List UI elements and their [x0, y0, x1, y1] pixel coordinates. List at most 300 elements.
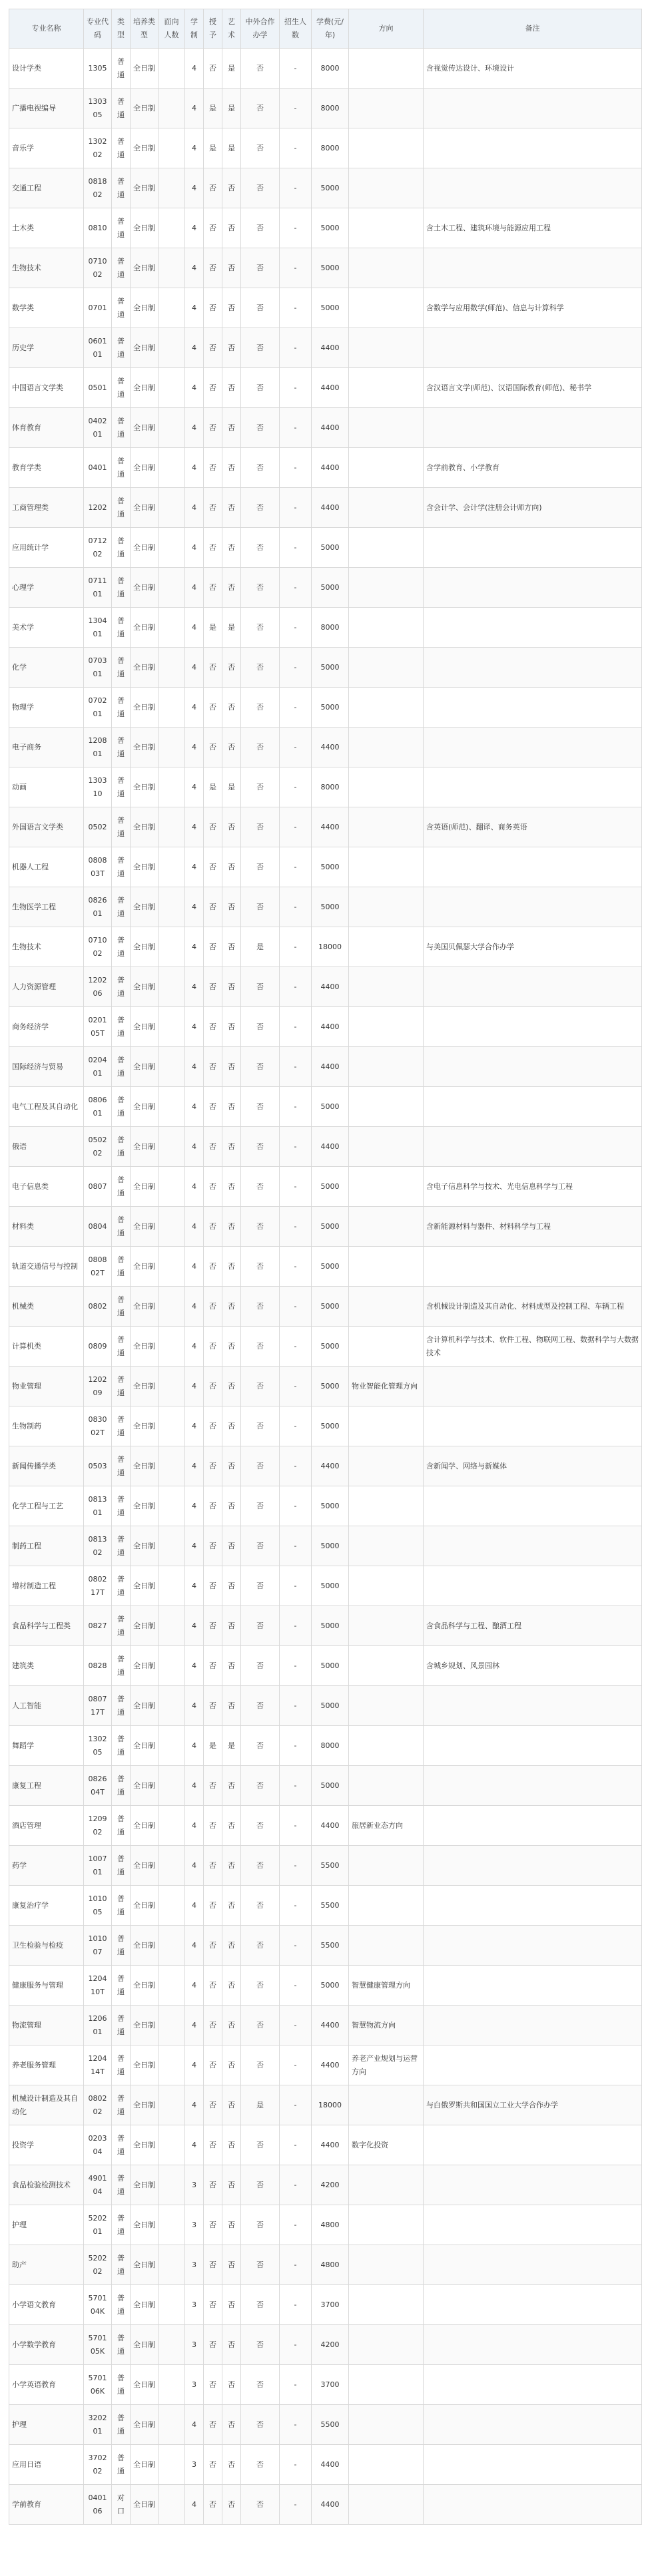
table-row	[9, 1566, 642, 1606]
cell-direction	[349, 2485, 424, 2525]
cell-joint-program: 否	[241, 887, 280, 927]
cell-degree: 是	[204, 89, 222, 128]
cell-quota: -	[280, 168, 312, 208]
cell-degree: 否	[204, 2165, 222, 2205]
cell-target-count	[159, 1526, 185, 1566]
cell-study-mode: 全日制	[131, 1526, 159, 1566]
cell-tuition: 4400	[312, 2485, 349, 2525]
cell-target-count	[159, 1367, 185, 1406]
cell-target-count	[159, 568, 185, 608]
cell-duration: 4	[185, 1327, 204, 1367]
table-row	[9, 568, 642, 608]
cell-remarks	[424, 2445, 642, 2485]
cell-study-mode: 全日制	[131, 2245, 159, 2285]
cell-degree: 否	[204, 2245, 222, 2285]
cell-study-mode: 全日制	[131, 1327, 159, 1367]
cell-category: 普通	[112, 1806, 131, 1846]
cell-art: 否	[222, 1446, 241, 1486]
cell-art: 否	[222, 2365, 241, 2405]
cell-tuition: 5500	[312, 2405, 349, 2445]
table-row	[9, 927, 642, 967]
cell-art: 否	[222, 1966, 241, 2006]
table-row	[9, 1606, 642, 1646]
cell-major-code: 0701	[84, 288, 112, 328]
cell-quota: -	[280, 1207, 312, 1247]
cell-study-mode: 全日制	[131, 488, 159, 528]
cell-quota: -	[280, 1926, 312, 1966]
cell-study-mode: 全日制	[131, 2485, 159, 2525]
cell-target-count	[159, 967, 185, 1007]
cell-joint-program: 否	[241, 2285, 280, 2325]
cell-major-code: 080802T	[84, 1247, 112, 1287]
cell-remarks	[424, 2045, 642, 2085]
cell-major-code: 570105K	[84, 2325, 112, 2365]
cell-major-name: 国际经济与贸易	[9, 1047, 84, 1087]
cell-tuition: 4400	[312, 368, 349, 408]
cell-study-mode: 全日制	[131, 1247, 159, 1287]
cell-direction: 智慧健康管理方向	[349, 1966, 424, 2006]
cell-duration: 4	[185, 887, 204, 927]
cell-tuition: 5000	[312, 1966, 349, 2006]
cell-major-name: 电子商务	[9, 728, 84, 767]
cell-remarks	[424, 528, 642, 568]
cell-degree: 否	[204, 2085, 222, 2125]
cell-joint-program: 否	[241, 688, 280, 728]
cell-direction	[349, 89, 424, 128]
cell-degree: 否	[204, 728, 222, 767]
cell-major-code: 020105T	[84, 1007, 112, 1047]
cell-joint-program: 否	[241, 288, 280, 328]
cell-target-count	[159, 168, 185, 208]
cell-category: 普通	[112, 1207, 131, 1247]
cell-category: 普通	[112, 1327, 131, 1367]
cell-direction	[349, 448, 424, 488]
cell-category: 普通	[112, 128, 131, 168]
column-header-target-count: 面向人数	[159, 9, 185, 49]
cell-remarks	[424, 2405, 642, 2445]
cell-quota: -	[280, 1646, 312, 1686]
cell-study-mode: 全日制	[131, 2325, 159, 2365]
cell-degree: 否	[204, 1686, 222, 1726]
cell-joint-program: 否	[241, 2205, 280, 2245]
cell-duration: 4	[185, 2125, 204, 2165]
table-row	[9, 1726, 642, 1766]
cell-joint-program: 否	[241, 168, 280, 208]
cell-major-code: 071101	[84, 568, 112, 608]
cell-art: 否	[222, 1087, 241, 1127]
cell-duration: 4	[185, 328, 204, 368]
cell-tuition: 5500	[312, 1926, 349, 1966]
cell-duration: 4	[185, 728, 204, 767]
cell-joint-program: 否	[241, 408, 280, 448]
table-row	[9, 1287, 642, 1327]
cell-duration: 4	[185, 1886, 204, 1926]
cell-quota: -	[280, 2445, 312, 2485]
cell-direction	[349, 1087, 424, 1127]
cell-major-code: 0827	[84, 1606, 112, 1646]
cell-joint-program: 否	[241, 1646, 280, 1686]
cell-remarks	[424, 328, 642, 368]
cell-duration: 4	[185, 1806, 204, 1846]
cell-target-count	[159, 408, 185, 448]
cell-art: 是	[222, 608, 241, 648]
cell-target-count	[159, 1646, 185, 1686]
cell-quota: -	[280, 1606, 312, 1646]
cell-tuition: 18000	[312, 927, 349, 967]
cell-duration: 4	[185, 1207, 204, 1247]
table-row	[9, 1846, 642, 1886]
cell-joint-program: 否	[241, 847, 280, 887]
cell-major-name: 应用统计学	[9, 528, 84, 568]
cell-tuition: 4400	[312, 408, 349, 448]
cell-category: 普通	[112, 288, 131, 328]
cell-tuition: 4800	[312, 2245, 349, 2285]
cell-target-count	[159, 1406, 185, 1446]
cell-major-name: 广播电视编导	[9, 89, 84, 128]
cell-art: 否	[222, 1167, 241, 1207]
cell-degree: 否	[204, 1087, 222, 1127]
cell-duration: 4	[185, 49, 204, 89]
cell-target-count	[159, 1047, 185, 1087]
cell-quota: -	[280, 488, 312, 528]
cell-direction	[349, 1446, 424, 1486]
cell-study-mode: 全日制	[131, 2045, 159, 2085]
cell-target-count	[159, 1486, 185, 1526]
cell-major-name: 人工智能	[9, 1686, 84, 1726]
cell-art: 否	[222, 728, 241, 767]
cell-direction	[349, 608, 424, 648]
table-row	[9, 49, 642, 89]
cell-remarks	[424, 887, 642, 927]
cell-major-code: 040201	[84, 408, 112, 448]
cell-art: 否	[222, 208, 241, 248]
cell-art: 否	[222, 1766, 241, 1806]
cell-duration: 4	[185, 967, 204, 1007]
cell-major-code: 120209	[84, 1367, 112, 1406]
cell-target-count	[159, 927, 185, 967]
cell-tuition: 5000	[312, 1686, 349, 1726]
cell-joint-program: 否	[241, 1446, 280, 1486]
cell-direction	[349, 408, 424, 448]
cell-joint-program: 否	[241, 248, 280, 288]
cell-study-mode: 全日制	[131, 2405, 159, 2445]
cell-target-count	[159, 1806, 185, 1846]
cell-target-count	[159, 688, 185, 728]
cell-remarks	[424, 1087, 642, 1127]
cell-degree: 否	[204, 2445, 222, 2485]
cell-target-count	[159, 2045, 185, 2085]
cell-direction	[349, 49, 424, 89]
cell-category: 普通	[112, 887, 131, 927]
cell-major-name: 小学语文教育	[9, 2285, 84, 2325]
cell-quota: -	[280, 89, 312, 128]
cell-art: 否	[222, 1606, 241, 1646]
cell-joint-program: 否	[241, 1526, 280, 1566]
cell-study-mode: 全日制	[131, 1287, 159, 1327]
cell-major-name: 人力资源管理	[9, 967, 84, 1007]
table-row	[9, 2085, 642, 2125]
table-body	[9, 49, 642, 2525]
cell-study-mode: 全日制	[131, 767, 159, 807]
cell-remarks: 含会计学、会计学(注册会计师方向)	[424, 488, 642, 528]
table-row	[9, 2485, 642, 2525]
cell-tuition: 5000	[312, 528, 349, 568]
cell-major-code: 130310	[84, 767, 112, 807]
cell-direction	[349, 2285, 424, 2325]
cell-major-name: 小学英语教育	[9, 2365, 84, 2405]
admission-table	[9, 9, 642, 2525]
cell-remarks	[424, 1686, 642, 1726]
cell-joint-program: 否	[241, 1287, 280, 1327]
cell-art: 是	[222, 128, 241, 168]
cell-tuition: 5000	[312, 1406, 349, 1446]
cell-remarks	[424, 2485, 642, 2525]
cell-target-count	[159, 89, 185, 128]
cell-quota: -	[280, 208, 312, 248]
cell-degree: 否	[204, 2006, 222, 2045]
cell-remarks: 含新能源材料与器件、材料科学与工程	[424, 1207, 642, 1247]
cell-duration: 4	[185, 1566, 204, 1606]
cell-joint-program: 否	[241, 488, 280, 528]
cell-remarks	[424, 2245, 642, 2285]
cell-major-name: 生物技术	[9, 248, 84, 288]
cell-art: 否	[222, 1007, 241, 1047]
cell-joint-program: 否	[241, 1247, 280, 1287]
cell-remarks	[424, 1526, 642, 1566]
cell-quota: -	[280, 1287, 312, 1327]
cell-duration: 4	[185, 1766, 204, 1806]
cell-quota: -	[280, 847, 312, 887]
cell-quota: -	[280, 288, 312, 328]
cell-joint-program: 否	[241, 1566, 280, 1606]
cell-remarks	[424, 1367, 642, 1406]
cell-direction	[349, 1526, 424, 1566]
cell-major-name: 电子信息类	[9, 1167, 84, 1207]
cell-target-count	[159, 2485, 185, 2525]
table-row	[9, 2165, 642, 2205]
cell-target-count	[159, 887, 185, 927]
cell-major-name: 外国语言文学类	[9, 807, 84, 847]
cell-major-name: 物理学	[9, 688, 84, 728]
cell-degree: 否	[204, 1007, 222, 1047]
cell-direction	[349, 2445, 424, 2485]
cell-major-name: 食品检验检测技术	[9, 2165, 84, 2205]
cell-joint-program: 否	[241, 2485, 280, 2525]
cell-target-count	[159, 2085, 185, 2125]
cell-major-name: 康复工程	[9, 1766, 84, 1806]
cell-major-name: 设计学类	[9, 49, 84, 89]
cell-degree: 否	[204, 2205, 222, 2245]
cell-study-mode: 全日制	[131, 1806, 159, 1846]
cell-direction	[349, 1926, 424, 1966]
cell-category: 普通	[112, 1127, 131, 1167]
table-row	[9, 408, 642, 448]
cell-study-mode: 全日制	[131, 128, 159, 168]
table-row	[9, 2205, 642, 2245]
table-row	[9, 1327, 642, 1367]
cell-tuition: 18000	[312, 2085, 349, 2125]
cell-art: 否	[222, 2485, 241, 2525]
cell-category: 普通	[112, 368, 131, 408]
cell-duration: 4	[185, 1966, 204, 2006]
cell-study-mode: 全日制	[131, 1486, 159, 1526]
cell-duration: 4	[185, 1287, 204, 1327]
cell-major-name: 生物制药	[9, 1406, 84, 1446]
cell-category: 普通	[112, 2365, 131, 2405]
cell-art: 是	[222, 1726, 241, 1766]
cell-major-code: 120206	[84, 967, 112, 1007]
cell-quota: -	[280, 1806, 312, 1846]
cell-degree: 否	[204, 648, 222, 688]
cell-direction	[349, 927, 424, 967]
cell-duration: 4	[185, 1446, 204, 1486]
cell-study-mode: 全日制	[131, 568, 159, 608]
cell-quota: -	[280, 328, 312, 368]
cell-tuition: 4400	[312, 2045, 349, 2085]
cell-category: 普通	[112, 2445, 131, 2485]
cell-degree: 否	[204, 568, 222, 608]
cell-duration: 4	[185, 1367, 204, 1406]
table-row	[9, 328, 642, 368]
cell-study-mode: 全日制	[131, 2445, 159, 2485]
cell-art: 否	[222, 248, 241, 288]
cell-art: 否	[222, 448, 241, 488]
column-header-category: 类型	[112, 9, 131, 49]
cell-duration: 4	[185, 408, 204, 448]
cell-category: 普通	[112, 2325, 131, 2365]
table-row	[9, 248, 642, 288]
cell-tuition: 8000	[312, 128, 349, 168]
cell-direction	[349, 128, 424, 168]
table-row	[9, 847, 642, 887]
cell-remarks: 含数学与应用数学(师范)、信息与计算科学	[424, 288, 642, 328]
cell-art: 否	[222, 967, 241, 1007]
cell-major-code: 130205	[84, 1726, 112, 1766]
cell-quota: -	[280, 1766, 312, 1806]
cell-study-mode: 全日制	[131, 328, 159, 368]
cell-category: 普通	[112, 2405, 131, 2445]
cell-tuition: 5000	[312, 1526, 349, 1566]
cell-duration: 4	[185, 528, 204, 568]
cell-category: 普通	[112, 2045, 131, 2085]
cell-quota: -	[280, 448, 312, 488]
cell-quota: -	[280, 2285, 312, 2325]
column-header-study-mode: 培养类型	[131, 9, 159, 49]
cell-major-name: 体育教育	[9, 408, 84, 448]
cell-joint-program: 否	[241, 2365, 280, 2405]
cell-category: 普通	[112, 1367, 131, 1406]
cell-major-name: 酒店管理	[9, 1806, 84, 1846]
cell-tuition: 4400	[312, 807, 349, 847]
cell-degree: 否	[204, 1367, 222, 1406]
cell-major-name: 商务经济学	[9, 1007, 84, 1047]
cell-tuition: 4400	[312, 2445, 349, 2485]
table-row	[9, 89, 642, 128]
cell-tuition: 4400	[312, 2006, 349, 2045]
cell-tuition: 5000	[312, 288, 349, 328]
cell-degree: 否	[204, 2365, 222, 2405]
cell-quota: -	[280, 927, 312, 967]
cell-target-count	[159, 1606, 185, 1646]
cell-major-name: 增材制造工程	[9, 1566, 84, 1606]
cell-major-name: 食品科学与工程类	[9, 1606, 84, 1646]
cell-tuition: 5000	[312, 208, 349, 248]
cell-category: 普通	[112, 1926, 131, 1966]
cell-degree: 否	[204, 967, 222, 1007]
cell-direction: 数字化投资	[349, 2125, 424, 2165]
cell-art: 否	[222, 2045, 241, 2085]
cell-degree: 否	[204, 688, 222, 728]
table-row	[9, 368, 642, 408]
cell-study-mode: 全日制	[131, 2006, 159, 2045]
table-row	[9, 2045, 642, 2085]
cell-study-mode: 全日制	[131, 927, 159, 967]
cell-major-name: 交通工程	[9, 168, 84, 208]
cell-direction	[349, 2365, 424, 2405]
cell-category: 普通	[112, 1686, 131, 1726]
table-row	[9, 1686, 642, 1726]
cell-tuition: 5000	[312, 1566, 349, 1606]
cell-major-name: 生物医学工程	[9, 887, 84, 927]
cell-category: 普通	[112, 688, 131, 728]
cell-study-mode: 全日制	[131, 1966, 159, 2006]
cell-target-count	[159, 2245, 185, 2285]
cell-major-name: 物业管理	[9, 1367, 84, 1406]
table-row	[9, 488, 642, 528]
cell-duration: 4	[185, 608, 204, 648]
cell-quota: -	[280, 568, 312, 608]
cell-major-name: 机械类	[9, 1287, 84, 1327]
cell-category: 普通	[112, 1726, 131, 1766]
cell-direction	[349, 1566, 424, 1606]
cell-direction	[349, 208, 424, 248]
cell-category: 普通	[112, 1167, 131, 1207]
cell-major-name: 学前教育	[9, 2485, 84, 2525]
cell-art: 否	[222, 2085, 241, 2125]
cell-category: 普通	[112, 608, 131, 648]
cell-remarks	[424, 89, 642, 128]
cell-major-code: 081301	[84, 1486, 112, 1526]
cell-art: 否	[222, 1047, 241, 1087]
cell-degree: 否	[204, 1207, 222, 1247]
cell-art: 否	[222, 1846, 241, 1886]
cell-major-code: 020401	[84, 1047, 112, 1087]
cell-category: 普通	[112, 2085, 131, 2125]
cell-quota: -	[280, 2245, 312, 2285]
cell-degree: 否	[204, 847, 222, 887]
table-row	[9, 688, 642, 728]
cell-art: 否	[222, 1486, 241, 1526]
cell-art: 否	[222, 568, 241, 608]
cell-tuition: 5000	[312, 1606, 349, 1646]
cell-remarks: 含城乡规划、风景园林	[424, 1646, 642, 1686]
cell-joint-program: 否	[241, 2445, 280, 2485]
cell-remarks	[424, 967, 642, 1007]
cell-target-count	[159, 208, 185, 248]
cell-duration: 4	[185, 2045, 204, 2085]
cell-target-count	[159, 847, 185, 887]
cell-direction	[349, 368, 424, 408]
cell-quota: -	[280, 807, 312, 847]
cell-direction	[349, 1846, 424, 1886]
cell-tuition: 5000	[312, 1207, 349, 1247]
cell-joint-program: 否	[241, 89, 280, 128]
cell-joint-program: 否	[241, 1367, 280, 1406]
cell-remarks: 含英语(师范)、翻译、商务英语	[424, 807, 642, 847]
cell-major-name: 康复治疗学	[9, 1886, 84, 1926]
cell-tuition: 3700	[312, 2365, 349, 2405]
table-row	[9, 887, 642, 927]
